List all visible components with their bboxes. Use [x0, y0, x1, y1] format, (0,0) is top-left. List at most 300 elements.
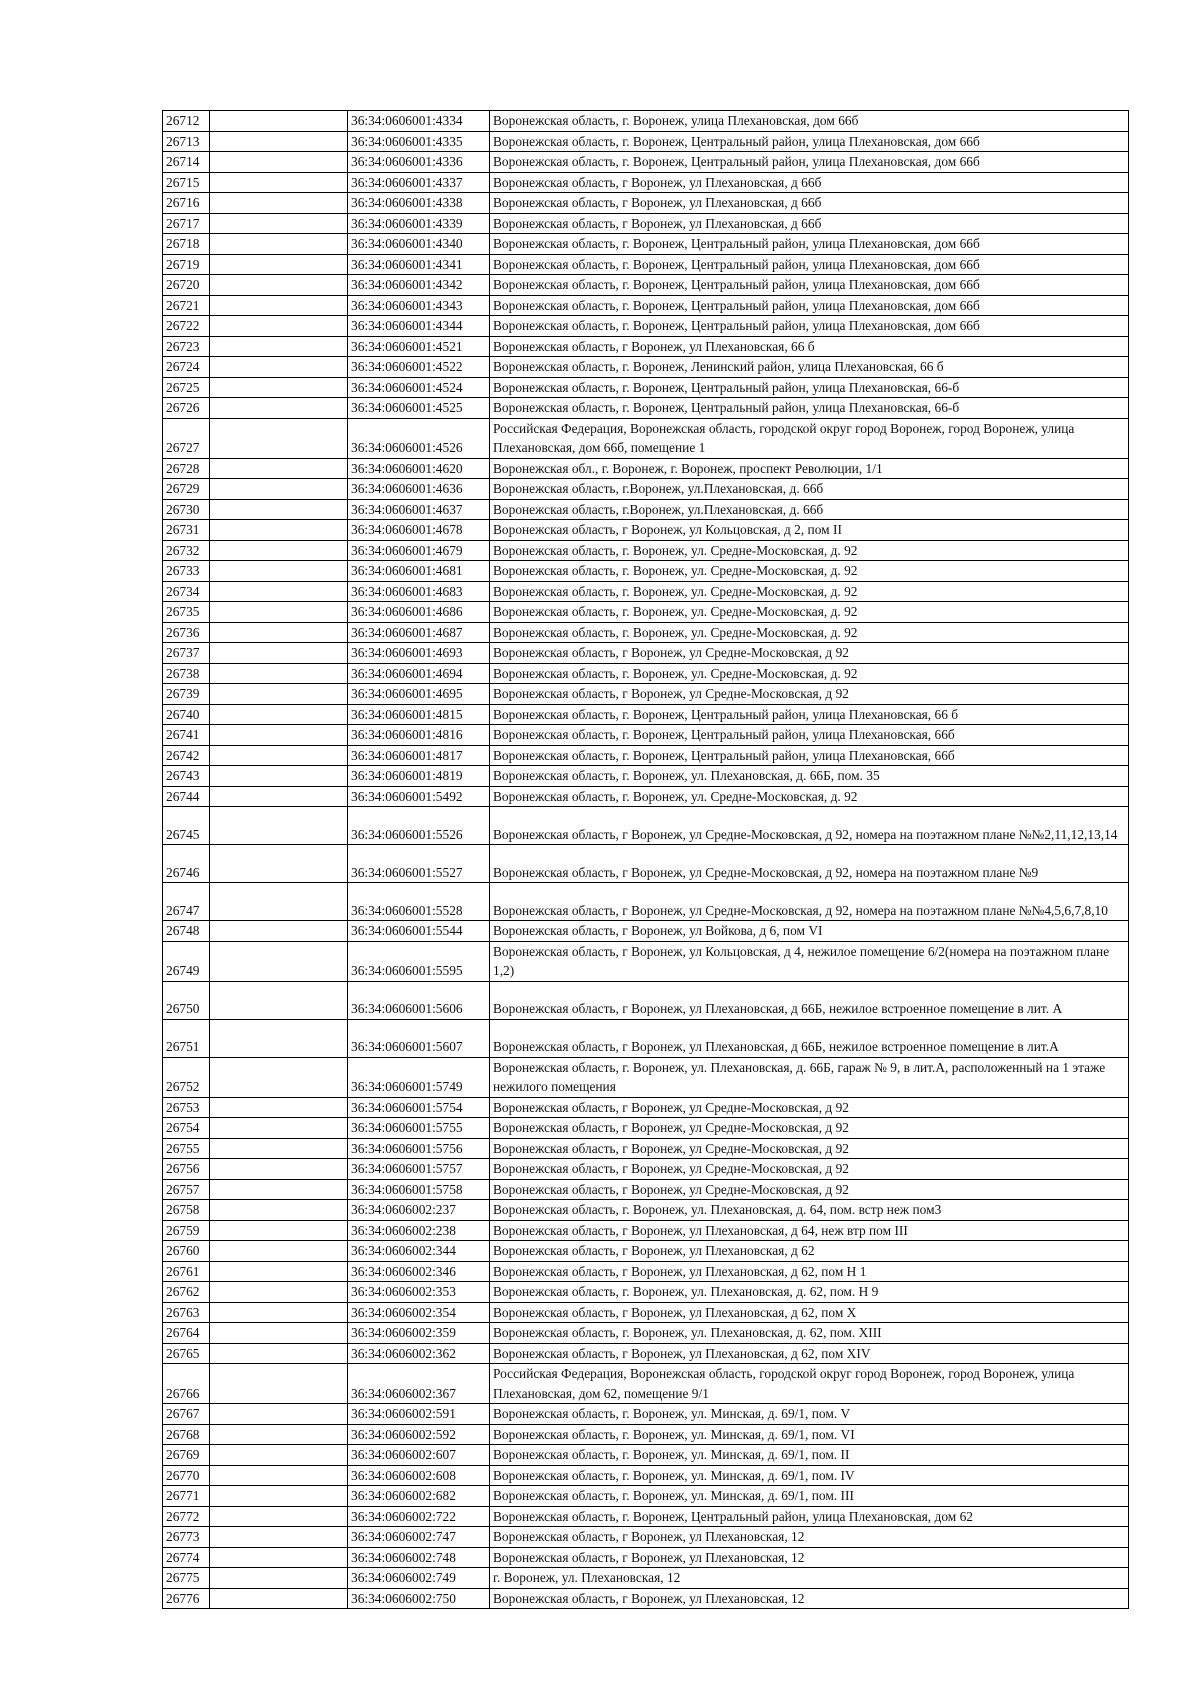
record-number-cell: 26745	[163, 807, 210, 845]
address-cell: Воронежская область, г. Воронеж, Центральный район, улица Плехановская, дом 62	[490, 1506, 1129, 1527]
table-row	[163, 357, 1129, 378]
cadastral-number-cell: 36:34:0606002:362	[348, 1343, 490, 1364]
empty-cell	[210, 479, 348, 500]
address-cell: Воронежская область, г Воронеж, ул Средне-Московская, д 92	[490, 1097, 1129, 1118]
empty-cell	[210, 1057, 348, 1097]
table-row	[163, 704, 1129, 725]
empty-cell	[210, 883, 348, 921]
address-cell: Воронежская область, г. Воронеж, ул. Средне-Московская, д. 92	[490, 622, 1129, 643]
table-row	[163, 663, 1129, 684]
empty-cell	[210, 1138, 348, 1159]
record-number-cell: 26718	[163, 234, 210, 255]
record-number-cell: 26719	[163, 254, 210, 275]
empty-cell	[210, 1506, 348, 1527]
record-number-cell: 26754	[163, 1118, 210, 1139]
address-cell: Воронежская область, г. Воронеж, Центральный район, улица Плехановская, дом 66б	[490, 275, 1129, 296]
table-row	[163, 1097, 1129, 1118]
empty-cell	[210, 458, 348, 479]
address-cell: Воронежская область, г. Воронеж, Центральный район, улица Плехановская, 66-б	[490, 377, 1129, 398]
empty-cell	[210, 1364, 348, 1404]
table-row	[163, 807, 1129, 845]
address-cell: Воронежская область, г Воронеж, ул Средне-Московская, д 92, номера на поэтажном плане №№2,11,12,13,14	[490, 807, 1129, 845]
empty-cell	[210, 745, 348, 766]
address-cell: Воронежская область, г Воронеж, ул Плехановская, 12	[490, 1547, 1129, 1568]
cadastral-number-cell: 36:34:0606001:5606	[348, 981, 490, 1019]
address-cell: Воронежская область, г. Воронеж, ул. Средне-Московская, д. 92	[490, 540, 1129, 561]
empty-cell	[210, 1241, 348, 1262]
address-cell: Воронежская область, г. Воронеж, ул. Минская, д. 69/1, пом. IV	[490, 1465, 1129, 1486]
table-row	[163, 295, 1129, 316]
cadastral-number-cell: 36:34:0606002:346	[348, 1261, 490, 1282]
empty-cell	[210, 1343, 348, 1364]
address-cell: Воронежская область, г. Воронеж, ул. Минская, д. 69/1, пом. III	[490, 1486, 1129, 1507]
table-row	[163, 418, 1129, 458]
table-row	[163, 193, 1129, 214]
empty-cell	[210, 275, 348, 296]
record-number-cell: 26753	[163, 1097, 210, 1118]
address-cell: Воронежская область, г. Воронеж, Ленинский район, улица Плехановская, 66 б	[490, 357, 1129, 378]
empty-cell	[210, 561, 348, 582]
cadastral-number-cell: 36:34:0606001:5528	[348, 883, 490, 921]
cadastral-number-cell: 36:34:0606001:4815	[348, 704, 490, 725]
empty-cell	[210, 172, 348, 193]
cadastral-number-cell: 36:34:0606002:750	[348, 1588, 490, 1609]
cadastral-number-cell: 36:34:0606002:607	[348, 1445, 490, 1466]
record-number-cell: 26724	[163, 357, 210, 378]
record-number-cell: 26761	[163, 1261, 210, 1282]
address-cell: Воронежская область, г. Воронеж, ул. Средне-Московская, д. 92	[490, 786, 1129, 807]
address-cell: Воронежская область, г. Воронеж, ул. Минская, д. 69/1, пом. VI	[490, 1424, 1129, 1445]
record-number-cell: 26749	[163, 941, 210, 981]
address-cell: Воронежская область, г. Воронеж, Центральный район, улица Плехановская, дом 66б	[490, 234, 1129, 255]
record-number-cell: 26739	[163, 684, 210, 705]
table-row	[163, 581, 1129, 602]
empty-cell	[210, 1302, 348, 1323]
empty-cell	[210, 1179, 348, 1200]
empty-cell	[210, 921, 348, 942]
table-row	[163, 1241, 1129, 1262]
empty-cell	[210, 941, 348, 981]
empty-cell	[210, 1159, 348, 1180]
address-cell: Воронежская область, г Воронеж, ул Средне-Московская, д 92	[490, 684, 1129, 705]
address-cell: Воронежская область, г Воронеж, ул Плехановская, д 62	[490, 1241, 1129, 1262]
address-cell: Воронежская область, г.Воронеж, ул.Плехановская, д. 66б	[490, 499, 1129, 520]
empty-cell	[210, 234, 348, 255]
address-cell: Воронежская область, г Воронеж, ул Плехановская, д 66б	[490, 213, 1129, 234]
table-row	[163, 684, 1129, 705]
record-number-cell: 26770	[163, 1465, 210, 1486]
record-number-cell: 26774	[163, 1547, 210, 1568]
cadastral-number-cell: 36:34:0606001:4695	[348, 684, 490, 705]
address-cell: Воронежская область, г. Воронеж, Центральный район, улица Плехановская, 66 б	[490, 704, 1129, 725]
cadastral-number-cell: 36:34:0606002:344	[348, 1241, 490, 1262]
table-row	[163, 1302, 1129, 1323]
cadastral-number-cell: 36:34:0606001:5492	[348, 786, 490, 807]
cadastral-number-cell: 36:34:0606001:4693	[348, 643, 490, 664]
cadastral-number-cell: 36:34:0606001:5526	[348, 807, 490, 845]
address-cell: Воронежская область, г. Воронеж, ул. Плехановская, д. 62, пом. Н 9	[490, 1282, 1129, 1303]
address-cell: Воронежская область, г Воронеж, ул Плехановская, д 62, пом Н 1	[490, 1261, 1129, 1282]
cadastral-number-cell: 36:34:0606001:4683	[348, 581, 490, 602]
empty-cell	[210, 643, 348, 664]
record-number-cell: 26735	[163, 602, 210, 623]
table-row	[163, 786, 1129, 807]
table-row	[163, 1138, 1129, 1159]
table-row	[163, 377, 1129, 398]
record-number-cell: 26772	[163, 1506, 210, 1527]
table-row	[163, 254, 1129, 275]
cadastral-number-cell: 36:34:0606002:748	[348, 1547, 490, 1568]
empty-cell	[210, 684, 348, 705]
record-number-cell: 26743	[163, 766, 210, 787]
table-row	[163, 1159, 1129, 1180]
empty-cell	[210, 418, 348, 458]
empty-cell	[210, 1547, 348, 1568]
empty-cell	[210, 1445, 348, 1466]
cadastral-number-cell: 36:34:0606001:4525	[348, 398, 490, 419]
address-cell: Воронежская область, г Воронеж, ул Средне-Московская, д 92	[490, 1179, 1129, 1200]
table-row	[163, 1364, 1129, 1404]
empty-cell	[210, 499, 348, 520]
table-row	[163, 845, 1129, 883]
cadastral-number-cell: 36:34:0606001:4687	[348, 622, 490, 643]
table-row	[163, 499, 1129, 520]
table-row	[163, 458, 1129, 479]
record-number-cell: 26726	[163, 398, 210, 419]
table-row	[163, 152, 1129, 173]
table-row	[163, 1323, 1129, 1344]
record-number-cell: 26742	[163, 745, 210, 766]
address-cell: Воронежская область, г Воронеж, ул Плехановская, д 66б	[490, 172, 1129, 193]
table-row	[163, 540, 1129, 561]
empty-cell	[210, 704, 348, 725]
address-cell: Воронежская область, г Воронеж, ул Плехановская, д 64, неж втр пом III	[490, 1220, 1129, 1241]
record-number-cell: 26747	[163, 883, 210, 921]
empty-cell	[210, 193, 348, 214]
cadastral-number-cell: 36:34:0606001:4342	[348, 275, 490, 296]
table-row	[163, 1282, 1129, 1303]
empty-cell	[210, 357, 348, 378]
record-number-cell: 26748	[163, 921, 210, 942]
record-number-cell: 26722	[163, 316, 210, 337]
record-number-cell: 26730	[163, 499, 210, 520]
record-number-cell: 26776	[163, 1588, 210, 1609]
record-number-cell: 26740	[163, 704, 210, 725]
record-number-cell: 26734	[163, 581, 210, 602]
cadastral-number-cell: 36:34:0606001:4522	[348, 357, 490, 378]
cadastral-number-cell: 36:34:0606001:5607	[348, 1019, 490, 1057]
empty-cell	[210, 1261, 348, 1282]
record-number-cell: 26716	[163, 193, 210, 214]
cadastral-number-cell: 36:34:0606001:5755	[348, 1118, 490, 1139]
empty-cell	[210, 131, 348, 152]
cadastral-number-cell: 36:34:0606001:5758	[348, 1179, 490, 1200]
table-row	[163, 745, 1129, 766]
empty-cell	[210, 1323, 348, 1344]
record-number-cell: 26729	[163, 479, 210, 500]
record-number-cell: 26712	[163, 111, 210, 132]
record-number-cell: 26731	[163, 520, 210, 541]
cadastral-number-cell: 36:34:0606001:4340	[348, 234, 490, 255]
cadastral-number-cell: 36:34:0606001:5756	[348, 1138, 490, 1159]
table-row	[163, 602, 1129, 623]
empty-cell	[210, 581, 348, 602]
record-number-cell: 26723	[163, 336, 210, 357]
cadastral-number-cell: 36:34:0606001:4694	[348, 663, 490, 684]
cadastral-number-cell: 36:34:0606001:4817	[348, 745, 490, 766]
address-cell: Воронежская область, г. Воронеж, ул. Средне-Московская, д. 92	[490, 663, 1129, 684]
table-row	[163, 883, 1129, 921]
cadastral-number-cell: 36:34:0606002:367	[348, 1364, 490, 1404]
empty-cell	[210, 295, 348, 316]
address-cell: Воронежская область, г Воронеж, ул Плехановская, 12	[490, 1527, 1129, 1548]
address-cell: Воронежская область, г. Воронеж, Центральный район, улица Плехановская, дом 66б	[490, 254, 1129, 275]
cadastral-number-cell: 36:34:0606002:359	[348, 1323, 490, 1344]
record-number-cell: 26732	[163, 540, 210, 561]
cadastral-number-cell: 36:34:0606001:4339	[348, 213, 490, 234]
record-number-cell: 26767	[163, 1404, 210, 1425]
empty-cell	[210, 602, 348, 623]
table-row	[163, 1019, 1129, 1057]
address-cell: Воронежская область, г Воронеж, ул Войкова, д 6, пом VI	[490, 921, 1129, 942]
table-row	[163, 479, 1129, 500]
cadastral-number-cell: 36:34:0606001:4686	[348, 602, 490, 623]
address-cell: Воронежская область, г. Воронеж, Центральный район, улица Плехановская, 66б	[490, 745, 1129, 766]
cadastral-number-cell: 36:34:0606001:4819	[348, 766, 490, 787]
table-row	[163, 766, 1129, 787]
cadastral-number-cell: 36:34:0606001:5595	[348, 941, 490, 981]
table-row	[163, 336, 1129, 357]
record-number-cell: 26728	[163, 458, 210, 479]
empty-cell	[210, 1588, 348, 1609]
record-number-cell: 26751	[163, 1019, 210, 1057]
record-number-cell: 26773	[163, 1527, 210, 1548]
address-cell: Воронежская область, г. Воронеж, ул. Средне-Московская, д. 92	[490, 581, 1129, 602]
record-number-cell: 26752	[163, 1057, 210, 1097]
empty-cell	[210, 1465, 348, 1486]
record-number-cell: 26744	[163, 786, 210, 807]
address-cell: Воронежская область, г Воронеж, ул Средне-Московская, д 92	[490, 1118, 1129, 1139]
cadastral-number-cell: 36:34:0606002:747	[348, 1527, 490, 1548]
table-row	[163, 1465, 1129, 1486]
cadastral-number-cell: 36:34:0606001:4338	[348, 193, 490, 214]
table-row	[163, 213, 1129, 234]
record-number-cell: 26756	[163, 1159, 210, 1180]
address-cell: Воронежская обл., г. Воронеж, г. Воронеж, проспект Революции, 1/1	[490, 458, 1129, 479]
address-cell: Воронежская область, г. Воронеж, ул. Плехановская, д. 66Б, гараж № 9, в лит.А, расположенный на 1 этаже нежилого помещения	[490, 1057, 1129, 1097]
empty-cell	[210, 981, 348, 1019]
cadastral-number-cell: 36:34:0606001:4336	[348, 152, 490, 173]
table-row	[163, 725, 1129, 746]
address-cell: Воронежская область, г. Воронеж, Центральный район, улица Плехановская, дом 66б	[490, 152, 1129, 173]
empty-cell	[210, 1404, 348, 1425]
record-number-cell: 26727	[163, 418, 210, 458]
record-number-cell: 26714	[163, 152, 210, 173]
empty-cell	[210, 540, 348, 561]
address-cell: Воронежская область, г Воронеж, ул Средне-Московская, д 92, номера на поэтажном плане №№4,5,6,7,8,10	[490, 883, 1129, 921]
cadastral-register-table	[162, 110, 1129, 1609]
address-cell: Российская Федерация, Воронежская область, городской округ город Воронеж, город Воронеж, улица Плехановская, дом 66б, помещение 1	[490, 418, 1129, 458]
table-row	[163, 131, 1129, 152]
table-row	[163, 398, 1129, 419]
table-row	[163, 1568, 1129, 1589]
cadastral-number-cell: 36:34:0606001:5754	[348, 1097, 490, 1118]
address-cell: Воронежская область, г. Воронеж, Центральный район, улица Плехановская, дом 66б	[490, 131, 1129, 152]
record-number-cell: 26768	[163, 1424, 210, 1445]
cadastral-number-cell: 36:34:0606002:608	[348, 1465, 490, 1486]
cadastral-number-cell: 36:34:0606001:4343	[348, 295, 490, 316]
table-row	[163, 561, 1129, 582]
empty-cell	[210, 1568, 348, 1589]
empty-cell	[210, 316, 348, 337]
record-number-cell: 26737	[163, 643, 210, 664]
cadastral-number-cell: 36:34:0606002:722	[348, 1506, 490, 1527]
table-row	[163, 1404, 1129, 1425]
record-number-cell: 26725	[163, 377, 210, 398]
address-cell: Воронежская область, г. Воронеж, Центральный район, улица Плехановская, 66б	[490, 725, 1129, 746]
record-number-cell: 26769	[163, 1445, 210, 1466]
address-cell: Воронежская область, г. Воронеж, ул. Минская, д. 69/1, пом. II	[490, 1445, 1129, 1466]
table-row	[163, 111, 1129, 132]
record-number-cell: 26762	[163, 1282, 210, 1303]
cadastral-number-cell: 36:34:0606001:4620	[348, 458, 490, 479]
empty-cell	[210, 845, 348, 883]
address-cell: Воронежская область, г Воронеж, ул Плехановская, д 66Б, нежилое встроенное помещение в лит.А	[490, 1019, 1129, 1057]
table-row	[163, 275, 1129, 296]
table-row	[163, 1588, 1129, 1609]
cadastral-number-cell: 36:34:0606001:5544	[348, 921, 490, 942]
cadastral-number-cell: 36:34:0606002:238	[348, 1220, 490, 1241]
table-row	[163, 316, 1129, 337]
record-number-cell: 26764	[163, 1323, 210, 1344]
record-number-cell: 26758	[163, 1200, 210, 1221]
record-number-cell: 26755	[163, 1138, 210, 1159]
cadastral-number-cell: 36:34:0606002:353	[348, 1282, 490, 1303]
address-cell: Воронежская область, г Воронеж, ул Плехановская, д 62, пом XIV	[490, 1343, 1129, 1364]
cadastral-number-cell: 36:34:0606002:354	[348, 1302, 490, 1323]
cadastral-number-cell: 36:34:0606001:4679	[348, 540, 490, 561]
record-number-cell: 26746	[163, 845, 210, 883]
table-row	[163, 1343, 1129, 1364]
address-cell: Воронежская область, г Воронеж, ул Средне-Московская, д 92, номера на поэтажном плане №9	[490, 845, 1129, 883]
cadastral-number-cell: 36:34:0606001:4521	[348, 336, 490, 357]
address-cell: Воронежская область, г Воронеж, ул Средне-Московская, д 92	[490, 643, 1129, 664]
table-row	[163, 921, 1129, 942]
empty-cell	[210, 807, 348, 845]
table-row	[163, 622, 1129, 643]
empty-cell	[210, 1097, 348, 1118]
record-number-cell: 26760	[163, 1241, 210, 1262]
empty-cell	[210, 1424, 348, 1445]
table-row	[163, 1261, 1129, 1282]
address-cell: Воронежская область, г. Воронеж, ул. Плехановская, д. 64, пом. встр неж пом3	[490, 1200, 1129, 1221]
table-row	[163, 1220, 1129, 1241]
address-cell: Воронежская область, г Воронеж, ул Плехановская, 66 б	[490, 336, 1129, 357]
empty-cell	[210, 213, 348, 234]
cadastral-number-cell: 36:34:0606001:4678	[348, 520, 490, 541]
record-number-cell: 26720	[163, 275, 210, 296]
table-row	[163, 1527, 1129, 1548]
address-cell: Воронежская область, г Воронеж, ул Плехановская, 12	[490, 1588, 1129, 1609]
cadastral-number-cell: 36:34:0606002:592	[348, 1424, 490, 1445]
empty-cell	[210, 336, 348, 357]
empty-cell	[210, 254, 348, 275]
address-cell: Воронежская область, г. Воронеж, Центральный район, улица Плехановская, дом 66б	[490, 316, 1129, 337]
cadastral-number-cell: 36:34:0606001:5749	[348, 1057, 490, 1097]
record-number-cell: 26738	[163, 663, 210, 684]
empty-cell	[210, 1282, 348, 1303]
empty-cell	[210, 1220, 348, 1241]
empty-cell	[210, 520, 348, 541]
address-cell: Воронежская область, г. Воронеж, ул. Средне-Московская, д. 92	[490, 602, 1129, 623]
record-number-cell: 26750	[163, 981, 210, 1019]
cadastral-number-cell: 36:34:0606002:591	[348, 1404, 490, 1425]
cadastral-number-cell: 36:34:0606001:4334	[348, 111, 490, 132]
address-cell: Воронежская область, г. Воронеж, ул. Плехановская, д. 62, пом. XIII	[490, 1323, 1129, 1344]
table-row	[163, 981, 1129, 1019]
empty-cell	[210, 1486, 348, 1507]
address-cell: г. Воронеж, ул. Плехановская, 12	[490, 1568, 1129, 1589]
record-number-cell: 26717	[163, 213, 210, 234]
table-row	[163, 1506, 1129, 1527]
cadastral-number-cell: 36:34:0606002:749	[348, 1568, 490, 1589]
empty-cell	[210, 152, 348, 173]
cadastral-number-cell: 36:34:0606002:682	[348, 1486, 490, 1507]
record-number-cell: 26721	[163, 295, 210, 316]
cadastral-number-cell: 36:34:0606001:4335	[348, 131, 490, 152]
cadastral-number-cell: 36:34:0606001:4526	[348, 418, 490, 458]
address-cell: Воронежская область, г Воронеж, ул Кольцовская, д 2, пом II	[490, 520, 1129, 541]
address-cell: Воронежская область, г Воронеж, ул Плехановская, д 62, пом X	[490, 1302, 1129, 1323]
record-number-cell: 26775	[163, 1568, 210, 1589]
empty-cell	[210, 398, 348, 419]
record-number-cell: 26771	[163, 1486, 210, 1507]
table-row	[163, 1179, 1129, 1200]
empty-cell	[210, 766, 348, 787]
cadastral-number-cell: 36:34:0606001:4636	[348, 479, 490, 500]
empty-cell	[210, 377, 348, 398]
address-cell: Российская Федерация, Воронежская область, городской округ город Воронеж, город Воронеж, улица Плехановская, дом 62, помещение 9/1	[490, 1364, 1129, 1404]
table-row	[163, 520, 1129, 541]
table-row	[163, 1445, 1129, 1466]
table-row	[163, 172, 1129, 193]
cadastral-number-cell: 36:34:0606001:5527	[348, 845, 490, 883]
address-cell: Воронежская область, г. Воронеж, ул. Минская, д. 69/1, пом. V	[490, 1404, 1129, 1425]
address-cell: Воронежская область, г. Воронеж, улица Плехановская, дом 66б	[490, 111, 1129, 132]
record-number-cell: 26763	[163, 1302, 210, 1323]
record-number-cell: 26733	[163, 561, 210, 582]
cadastral-number-cell: 36:34:0606001:4524	[348, 377, 490, 398]
address-cell: Воронежская область, г Воронеж, ул Средне-Московская, д 92	[490, 1159, 1129, 1180]
record-number-cell: 26765	[163, 1343, 210, 1364]
address-cell: Воронежская область, г. Воронеж, Центральный район, улица Плехановская, дом 66б	[490, 295, 1129, 316]
address-cell: Воронежская область, г Воронеж, ул Плехановская, д 66Б, нежилое встроенное помещение в лит. А	[490, 981, 1129, 1019]
address-cell: Воронежская область, г. Воронеж, Центральный район, улица Плехановская, 66-б	[490, 398, 1129, 419]
table-row	[163, 643, 1129, 664]
record-number-cell: 26759	[163, 1220, 210, 1241]
register-table-body	[163, 111, 1129, 1609]
address-cell: Воронежская область, г Воронеж, ул Средне-Московская, д 92	[490, 1138, 1129, 1159]
cadastral-number-cell: 36:34:0606001:4816	[348, 725, 490, 746]
address-cell: Воронежская область, г Воронеж, ул Кольцовская, д 4, нежилое помещение 6/2(номера на поэтажном плане 1,2)	[490, 941, 1129, 981]
address-cell: Воронежская область, г. Воронеж, ул. Средне-Московская, д. 92	[490, 561, 1129, 582]
record-number-cell: 26736	[163, 622, 210, 643]
table-row	[163, 234, 1129, 255]
table-row	[163, 1486, 1129, 1507]
empty-cell	[210, 1527, 348, 1548]
table-row	[163, 1118, 1129, 1139]
table-row	[163, 1057, 1129, 1097]
